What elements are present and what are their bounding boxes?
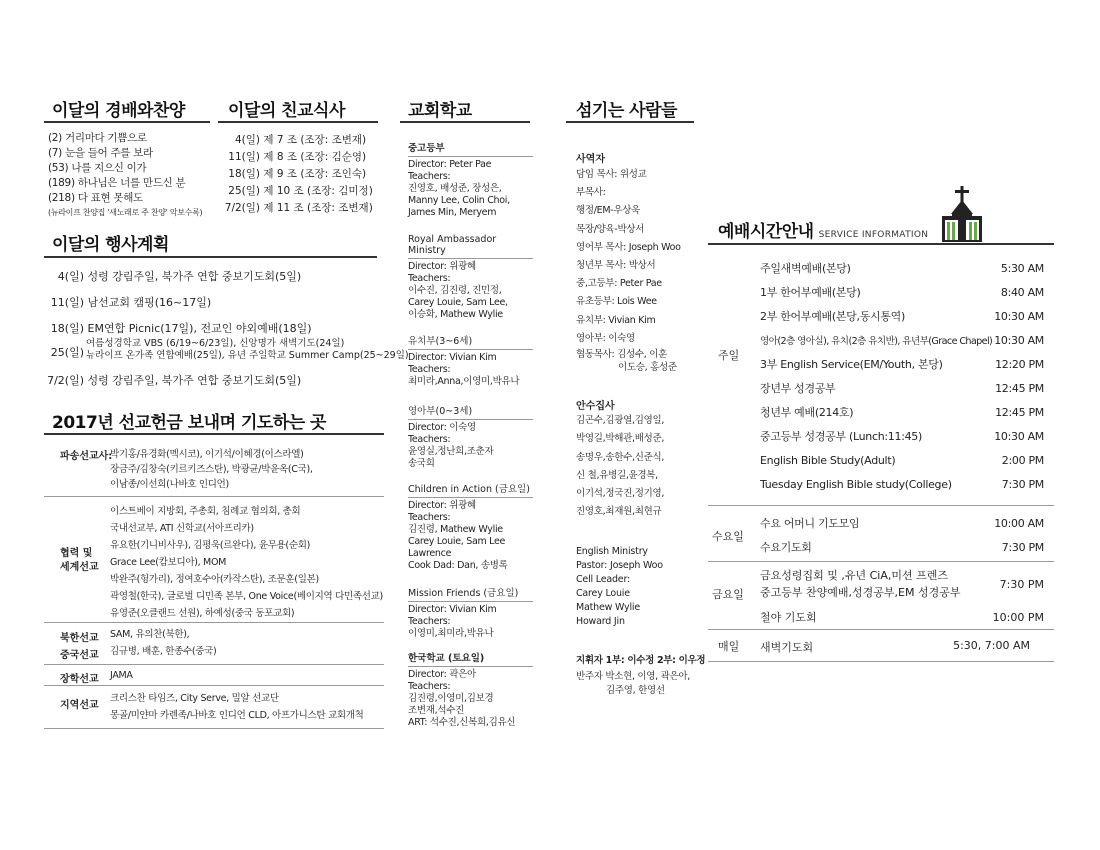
day-label: 주일 xyxy=(718,349,740,362)
em-line: English Ministry xyxy=(576,546,648,557)
group-line: Cook Dad: Dan, 송병록 xyxy=(408,560,508,571)
mission-line: 박완주(헝가리), 정여호수아(카작스탄), 조문훈(일본) xyxy=(110,574,319,585)
service-title: 예배시간안내 xyxy=(718,222,814,242)
english-ministry xyxy=(576,545,663,629)
mission-title: 2017년 선교헌금 보내며 기도하는 곳 xyxy=(52,413,326,433)
school-group xyxy=(408,140,533,219)
school-group xyxy=(408,650,533,729)
divider xyxy=(708,561,1054,562)
mission-line: 김규병, 배훈, 한종수(중국) xyxy=(110,646,217,657)
mission-line: 이스트베이 지방회, 주총회, 침례교 협의회, 총회 xyxy=(110,506,301,517)
deacon-line: 이기석,정국진,정기영, xyxy=(576,488,665,500)
pastor-line: 영아부: 이숙영 xyxy=(576,332,635,344)
mission-line: 박기홍/유경화(멕시코), 이기석/이혜경(이스라엘) xyxy=(110,449,304,460)
service-time: 10:00 AM xyxy=(994,516,1044,530)
mission-label: 협력 및 세계선교 xyxy=(60,548,99,573)
pastor-line: 유초등부: Lois Wee xyxy=(576,296,657,308)
pastor-line: 행정/EM-우상욱 xyxy=(576,205,641,217)
event-text: 뉴라이프 온가족 연합예배(25일), 유년 주일학교 Summer Camp(25~29일) xyxy=(86,350,409,361)
em-line: Carey Louie xyxy=(576,588,630,599)
service-name: 청년부 예배(214호) xyxy=(760,406,854,419)
divider xyxy=(708,629,1054,630)
divider xyxy=(44,433,384,435)
service-time: 12:45 PM xyxy=(995,405,1044,419)
mission-label: 북한선교 xyxy=(60,633,99,644)
deacon-line: 진영호,최재원,최현규 xyxy=(576,506,662,518)
event-text: 성령 강림주일, 북가주 연합 중보기도회(5일) xyxy=(87,374,302,387)
service-time: 7:30 PM xyxy=(999,578,1044,591)
school-group xyxy=(408,403,533,470)
song: (7) 눈을 들어 주를 보라 xyxy=(48,147,153,159)
group-name: 중고등부 xyxy=(408,143,445,154)
mission-line: 이남종/이선희(나바호 인디언) xyxy=(110,479,229,490)
pastor-list xyxy=(576,166,681,374)
friday-services xyxy=(760,567,1044,626)
pastor-line: 영어부 목사: Joseph Woo xyxy=(576,241,681,253)
service-time: 7:30 PM xyxy=(1001,540,1044,554)
date: 18(일) xyxy=(228,168,260,180)
service-name: 2부 한어부예배(본당,동시통역) xyxy=(760,310,905,323)
date: 7/2(일) xyxy=(47,374,84,387)
praise-note: (뉴라이프 찬양집 '새노래로 주 찬양' 악보수록) xyxy=(48,208,203,217)
team: 제 11 조 (조장: 조변재) xyxy=(263,202,373,214)
pastor-line: 유치부: Vivian Kim xyxy=(576,314,656,326)
group-line: 이영미,최미라,박유나 xyxy=(408,628,494,639)
service-name: 철야 기도회 xyxy=(760,611,817,624)
song: (53) 나를 지으신 이가 xyxy=(48,162,147,174)
group-line: ART: 석수진,신복희,김유신 xyxy=(408,717,516,728)
divider xyxy=(218,121,378,123)
service-time: 10:30 AM xyxy=(994,333,1044,347)
mission-label: 파송선교사: xyxy=(60,451,113,462)
mission-line: 몽골/미얀마 카렌족/나바호 인디언 CLD, 아프가니스탄 교회개척 xyxy=(110,710,364,721)
group-line: 이승화, Mathew Wylie xyxy=(408,309,503,320)
fellowship-title: 이달의 친교식사 xyxy=(228,101,345,121)
service-name: 수요기도회 xyxy=(760,541,812,554)
service-name: 주일새벽예배(본당) xyxy=(760,262,851,275)
group-line: James Min, Meryem xyxy=(408,207,497,218)
mission-label: 장학선교 xyxy=(60,674,99,685)
mission-line: 크리스찬 타임즈, City Serve, 밀알 선교단 xyxy=(110,693,279,704)
service-time: 10:00 PM xyxy=(992,611,1044,624)
mission-label: 지역선교 xyxy=(60,700,99,711)
group-line: Director: Peter Pae xyxy=(408,159,492,170)
accompanist-line: 김주영, 한영선 xyxy=(606,685,665,696)
mission-line: 장금주/김창숙(키르키즈스탄), 박광균/박윤옥(C국), xyxy=(110,464,313,475)
divider xyxy=(44,685,384,686)
group-line: Carey Louie, Sam Lee xyxy=(408,536,506,547)
group-line: Lawrence xyxy=(408,548,452,559)
group-name: Royal Ambassador Ministry xyxy=(408,234,497,256)
group-line: 김진령,이영미,김보경 xyxy=(408,693,494,704)
events-title: 이달의 행사계획 xyxy=(52,235,169,255)
song: (218) 다 표현 못해도 xyxy=(48,192,143,204)
service-name: Tuesday English Bible study(College) xyxy=(760,477,952,491)
pastor-line: 청년부 목사: 박상서 xyxy=(576,260,656,272)
group-name: Mission Friends (금요일) xyxy=(408,588,519,599)
team: 제 7 조 (조장: 조변재) xyxy=(263,134,367,146)
praise-title: 이달의 경배와찬양 xyxy=(52,101,185,121)
divider xyxy=(400,121,530,123)
group-line: Teachers: xyxy=(408,364,451,375)
group-line: Teachers: xyxy=(408,171,451,182)
em-line: Cell Leader: xyxy=(576,574,630,585)
mission-table xyxy=(44,444,384,734)
group-line: Director: 이숙영 xyxy=(408,422,476,433)
pastor-line: 중,고등부: Peter Pae xyxy=(576,278,662,290)
mission-line: Grace Lee(캄보디아), MOM xyxy=(110,557,227,568)
event-text: 여름성경학교 VBS (6/19~6/23일), 신앙명가 새벽기도(24일) xyxy=(86,338,345,349)
group-line: Teachers: xyxy=(408,512,451,523)
school-group xyxy=(408,585,533,640)
service-name: 장년부 성경공부 xyxy=(760,382,836,395)
event-text: 남선교회 캠핑(16~17일) xyxy=(87,296,212,309)
divider xyxy=(708,243,1054,245)
group-line: 진영호, 배성준, 장성은, xyxy=(408,183,502,194)
song: (2) 거리마다 기쁨으로 xyxy=(48,132,147,144)
director-line: 지휘자 1부: 이수정 2부: 이우정 xyxy=(576,655,706,666)
group-name: 유치부(3~6세) xyxy=(408,336,473,347)
divider xyxy=(44,728,384,729)
pastor-line: 목장/양육-박상서 xyxy=(576,223,645,235)
service-time: 8:40 AM xyxy=(1000,285,1044,299)
date: 25(일) xyxy=(228,185,260,197)
service-name: 중고등부 성경공부 (Lunch:11:45) xyxy=(760,430,922,443)
mission-line: JAMA xyxy=(110,670,133,681)
event-text: 성령 강림주일, 북가주 연합 중보기도회(5일) xyxy=(87,270,302,283)
service-name: 중고등부 찬양예배,성경공부,EM 성경공부 xyxy=(760,586,961,599)
group-line: Director: Vivian Kim xyxy=(408,352,497,363)
school-group xyxy=(408,234,533,321)
music-staff xyxy=(576,654,705,698)
deacon-list xyxy=(576,412,664,522)
service-name: English Bible Study(Adult) xyxy=(760,453,896,467)
school-group xyxy=(408,333,533,388)
deacon-line: 박영길,박해관,배성준, xyxy=(576,433,665,445)
day-label: 매일 xyxy=(718,640,740,653)
school-group xyxy=(408,481,533,572)
pastor-head: 사역자 xyxy=(576,154,605,165)
group-line: Teachers: xyxy=(408,273,451,284)
group-line: 김진령, Mathew Wylie xyxy=(408,524,503,535)
team: 제 10 조 (조장: 김미정) xyxy=(263,185,373,197)
divider xyxy=(708,661,1054,662)
service-time: 2:00 PM xyxy=(1001,453,1044,467)
deacon-line: 송명우,송한수,신준식, xyxy=(576,451,665,463)
date: 4(일) xyxy=(57,270,84,283)
service-time: 12:45 PM xyxy=(995,381,1044,395)
group-line: 윤영실,정난희,조춘자 xyxy=(408,446,494,457)
group-line: Director: 위광혜 xyxy=(408,500,476,511)
pastor-line: 협동목사: 김성수, 이훈 xyxy=(576,349,667,361)
mission-label: 중국선교 xyxy=(60,650,99,661)
group-line: 송국희 xyxy=(408,458,435,469)
group-line: 이수진, 김진령, 진민정, xyxy=(408,285,502,296)
team: 제 8 조 (조장: 김순영) xyxy=(263,151,367,163)
event-text: EM연합 Picnic(17일), 전교인 야외예배(18일) xyxy=(87,322,312,335)
em-line: Mathew Wylie xyxy=(576,602,640,613)
pastor-line: 이도승, 홍성준 xyxy=(618,362,677,374)
divider xyxy=(708,505,1054,506)
day-label: 금요일 xyxy=(712,588,744,601)
group-line: Teachers: xyxy=(408,434,451,445)
song: (189) 하나님은 너를 만드신 분 xyxy=(48,177,186,189)
school-title: 교회학교 xyxy=(408,101,472,121)
service-name: 새벽기도회 xyxy=(760,641,814,654)
group-line: Director: 곽은아 xyxy=(408,669,476,680)
group-line: Director: 위광혜 xyxy=(408,261,476,272)
service-time: 5:30, 7:00 AM xyxy=(953,639,1030,652)
em-line: Howard Jin xyxy=(576,616,625,627)
em-line: Pastor: Joseph Woo xyxy=(576,560,663,571)
date: 25(일) xyxy=(50,346,84,359)
mission-line: SAM, 유의찬(북한), xyxy=(110,629,190,640)
group-line: 최미라,Anna,이영미,박유나 xyxy=(408,376,520,387)
date: 18(일) xyxy=(50,322,84,335)
divider xyxy=(44,256,377,258)
deacon-line: 신 철,유병길,윤경복, xyxy=(576,469,658,481)
events-list xyxy=(44,268,409,393)
deacon-head: 안수집사 xyxy=(576,401,615,412)
group-line: Director: Vivian Kim xyxy=(408,604,497,615)
service-name: 수요 어머니 기도모임 xyxy=(760,517,860,530)
service-schedule xyxy=(708,256,1054,666)
service-header xyxy=(718,217,928,242)
service-subtitle: SERVICE INFORMATION xyxy=(818,230,929,240)
divider xyxy=(44,664,384,665)
servers-title: 섬기는 사람들 xyxy=(576,101,677,121)
date: 7/2(일) xyxy=(224,202,260,214)
divider xyxy=(44,496,384,497)
group-name: 한국학교 (토요일) xyxy=(408,653,485,664)
mission-line: 유요한(기니비사우), 김평욱(르완다), 윤무용(순회) xyxy=(110,540,310,551)
accompanist-line: 반주자 박소현, 이영, 곽은아, xyxy=(576,671,690,682)
group-line: Carey Louie, Sam Lee, xyxy=(408,297,508,308)
mission-line: 유영준(오클랜드 선원), 하예성(중국 동포교회) xyxy=(110,608,295,619)
service-time: 5:30 AM xyxy=(1000,261,1044,275)
service-name: 영아(2층 영아실), 유치(2층 유치반), 유년부(Grace Chapel) xyxy=(760,336,993,347)
deacon-line: 김곤수,김광열,김영일, xyxy=(576,415,665,426)
group-name: Children in Action (금요일) xyxy=(408,484,530,495)
group-line: Teachers: xyxy=(408,616,451,627)
group-name: 영아부(0~3세) xyxy=(408,406,473,417)
pastor-line: 부목사: xyxy=(576,187,606,199)
divider xyxy=(566,121,694,123)
service-name: 금요성령집회 및 ,유년 CiA,미션 프렌즈 xyxy=(760,569,949,582)
pastor-line: 담임 목사: 위성교 xyxy=(576,169,647,180)
divider xyxy=(44,622,384,623)
date: 11(일) xyxy=(50,296,84,309)
praise-list xyxy=(48,131,202,220)
date: 11(일) xyxy=(228,151,260,163)
group-line: Manny Lee, Colin Choi, xyxy=(408,195,510,206)
team: 제 9 조 (조장: 조인숙) xyxy=(263,168,367,180)
service-time: 10:30 AM xyxy=(994,429,1044,443)
service-name: 1부 한어부예배(본당) xyxy=(760,286,861,299)
group-line: Teachers: xyxy=(408,681,451,692)
service-time: 7:30 PM xyxy=(1001,477,1044,491)
day-label: 수요일 xyxy=(712,530,744,543)
mission-line: 곽영철(한국), 글로벌 디민족 본부, One Voice(베이지역 다민족선교) xyxy=(110,591,383,602)
date: 4(일) xyxy=(234,134,260,146)
church-icon xyxy=(942,186,982,242)
service-name: 3부 English Service(EM/Youth, 본당) xyxy=(760,358,943,371)
group-line: 조변재,석수진 xyxy=(408,705,464,716)
mission-line: 국내선교부, ATI 신학교(서아프리카) xyxy=(110,523,254,534)
service-time: 10:30 AM xyxy=(994,309,1044,323)
fellowship-list xyxy=(222,132,382,217)
divider xyxy=(44,121,210,123)
service-time: 12:20 PM xyxy=(995,357,1044,371)
